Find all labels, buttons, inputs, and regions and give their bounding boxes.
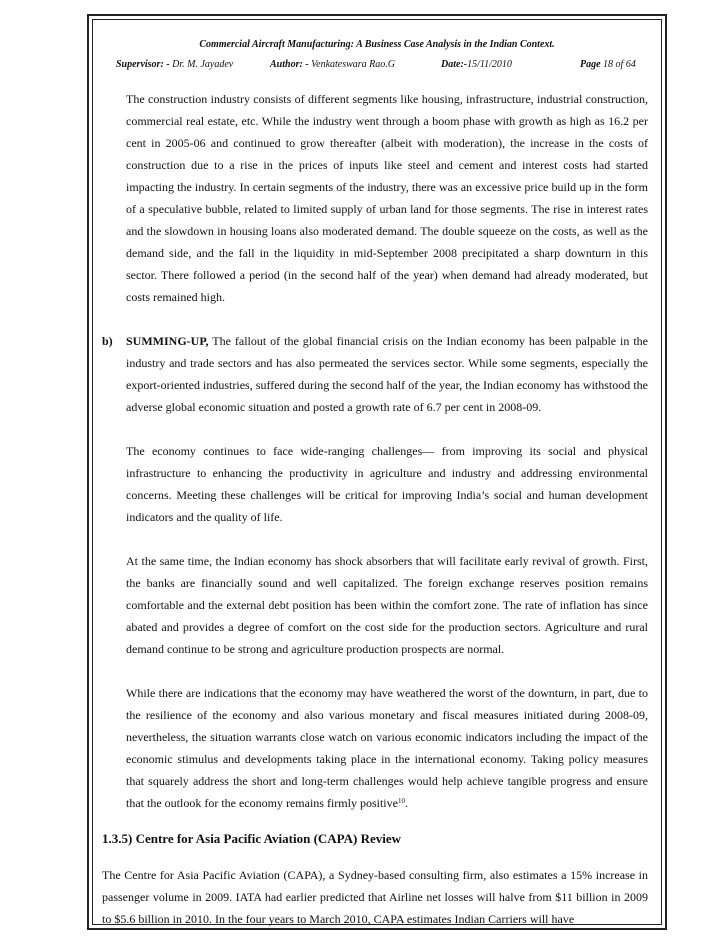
page-value: 18 of 64 — [603, 59, 636, 70]
date-value: 15/11/2010 — [467, 59, 512, 70]
author-label: Author: - — [270, 59, 309, 70]
summing-up-heading: SUMMING-UP, — [126, 334, 209, 348]
paragraph-summing-up — [102, 330, 648, 418]
page-label: Page — [580, 59, 601, 70]
indications-text: While there are indications that the economy may have weathered the worst of the downturn, in part, due to the resilience of the economy and also various monetary and fiscal measures initiated during 2008-09, nevertheless, the situation warrants close watch on various economic indicators including the impact of the economic stimulus and developments taking place in the international economy. Taking policy measures that squarely address the short and long-term challenges would help achieve tangible progress and ensure that the outlook for the economy remains firmly positive — [126, 686, 648, 810]
section-heading-capa: 1.3.5) Centre for Asia Pacific Aviation (CAPA) Review — [102, 831, 402, 846]
footnote-reference: 10 — [397, 797, 405, 805]
paragraph-challenges: The economy continues to face wide-ranging challenges— from improving its social and physical infrastructure to enhancing the productivity in agriculture and industry and addressing environmental concerns. Meeting these challenges will be critical for improving India’s social and human development indicators and the quality of life. — [126, 444, 648, 524]
date-field — [441, 58, 512, 72]
author-field — [270, 58, 395, 72]
supervisor-value: Dr. M. Jayadev — [172, 59, 234, 70]
document-body — [102, 88, 648, 930]
indications-end: . — [404, 796, 408, 810]
supervisor-label: Supervisor: - — [116, 59, 170, 70]
summing-up-text: The fallout of the global financial crisis on the Indian economy has been palpable in the industry and trade sectors and has also permeated the services sector. While some segments, especially the export-oriented industries, suffered during the second half of the year, the Indian economy has withstood the adverse global economic situation and posted a growth rate of 6.7 per cent in 2008-09. — [126, 334, 648, 414]
author-value: Venkateswara Rao.G — [311, 59, 396, 70]
document-title: Commercial Aircraft Manufacturing: A Business Case Analysis in the Indian Context. — [199, 39, 555, 50]
paragraph-capa: The Centre for Asia Pacific Aviation (CAPA), a Sydney-based consulting firm, also estimates a 15% increase in passenger volume in 2009. IATA had earlier predicted that Airline net losses will halve from $11 billion in 2009 to $5.6 billion in 2010. In the four years to March 2010, CAPA estimates Indian Carriers will have — [102, 868, 648, 926]
paragraph-indications — [102, 682, 648, 814]
list-label-b: b) — [102, 334, 113, 348]
paragraph-shock-absorbers: At the same time, the Indian economy has shock absorbers that will facilitate early revival of growth. First, the banks are financially sound and well capitalized. The foreign exchange reserves position remains comfortable and the external debt position has been within the comfort zone. The rate of inflation has since abated and provides a degree of comfort on the cost side for the production sectors. Agriculture and rural demand continue to be strong and agriculture production prospects are normal. — [126, 554, 648, 656]
date-label: Date:- — [441, 59, 468, 70]
supervisor-field — [116, 58, 233, 72]
page-number-field — [580, 58, 636, 72]
paragraph-construction: The construction industry consists of different segments like housing, infrastructure, industrial construction, commercial real estate, etc. While the industry went through a boom phase with growth as high as 16.2 per cent in 2005-06 and continued to grow thereafter (albeit with moderation), the increase in the costs of construction due to a rise in the prices of inputs like steel and cement and interest costs had started impacting the industry. In certain segments of the industry, there was an excessive price build up in the form of a speculative bubble, related to limited supply of urban land for those segments. The rise in interest rates and the slowdown in housing loans also moderated demand. The double squeeze on the costs, as well as the demand side, and the fall in the liquidity in mid-September 2008 precipitated a sharp downturn in this sector. There followed a period (in the second half of the year) when demand had already moderated, but costs remained high. — [126, 92, 648, 304]
